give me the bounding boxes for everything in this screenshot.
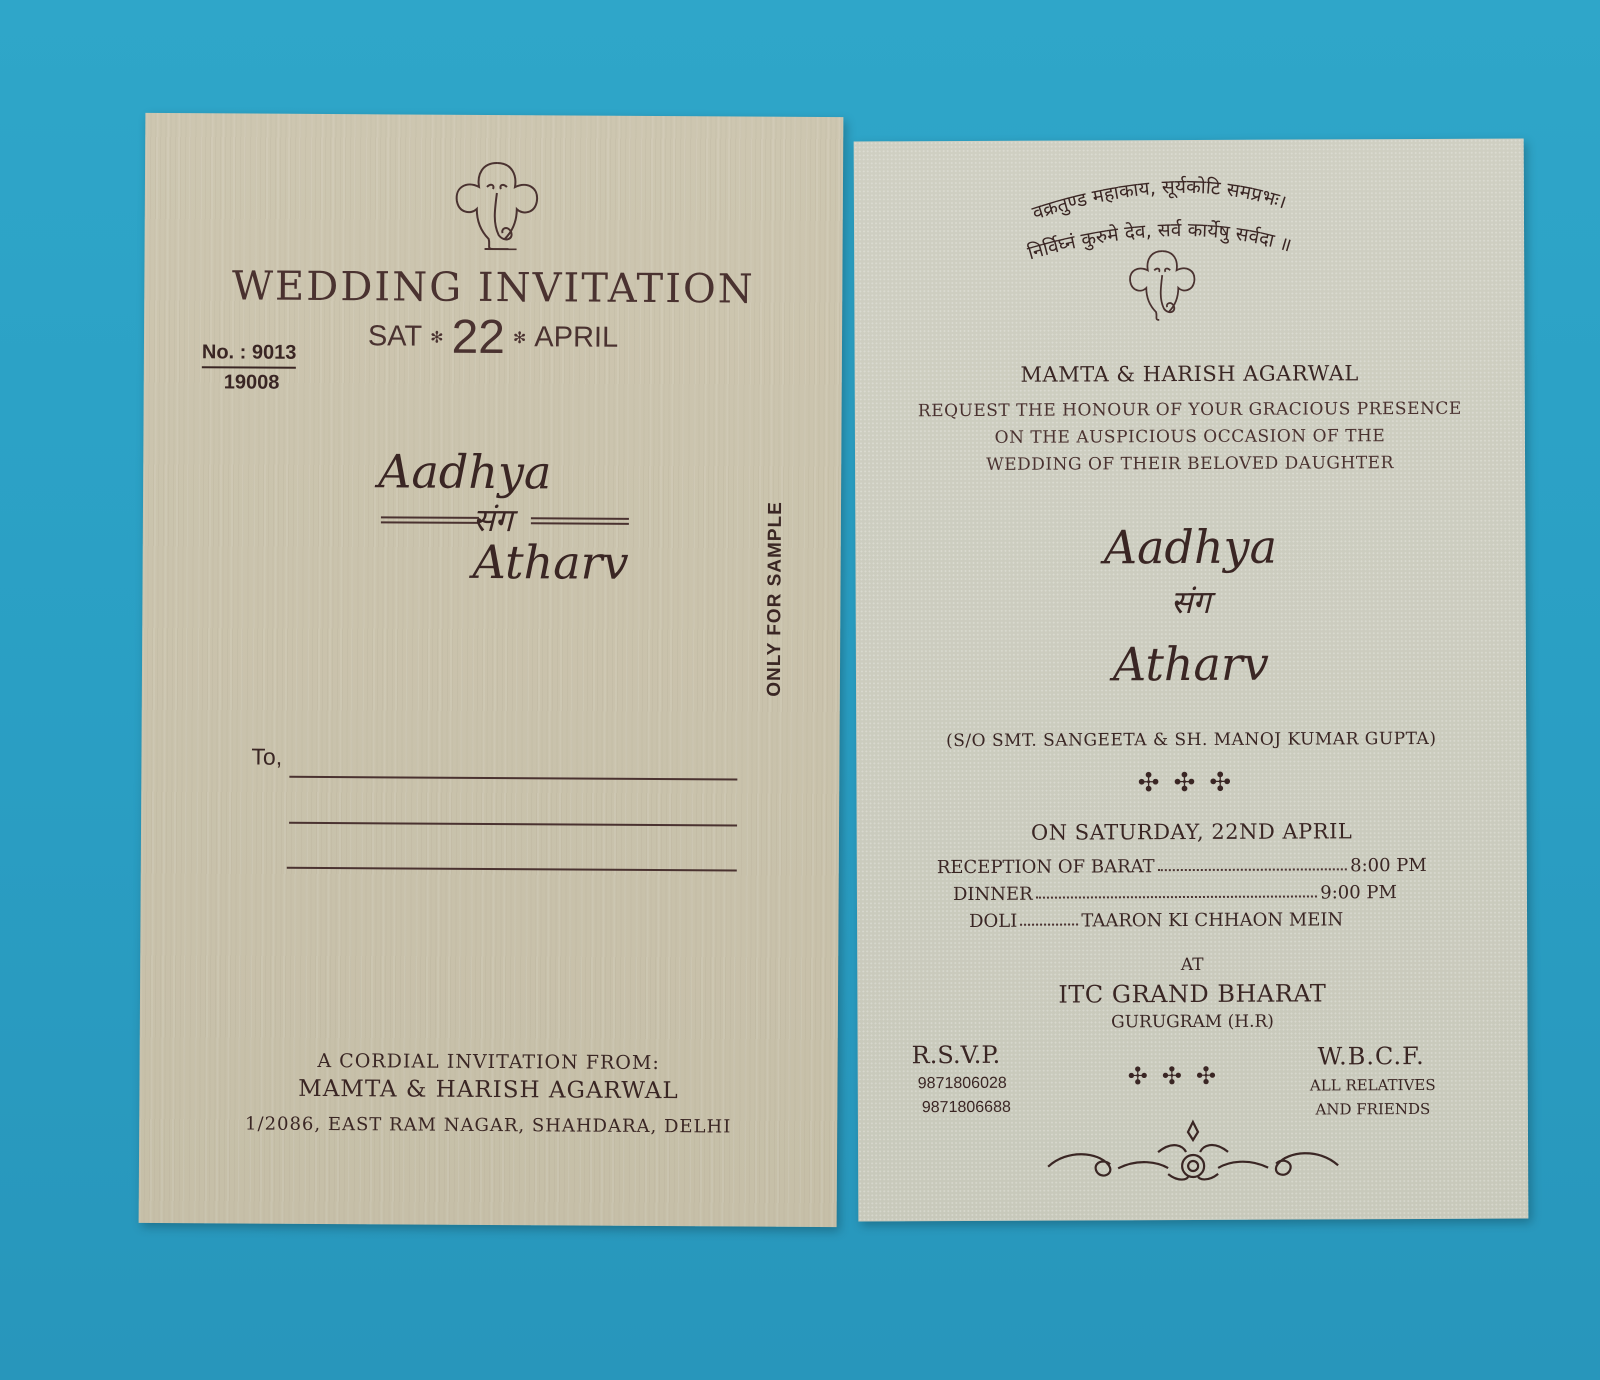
request-line-1: REQUEST THE HONOUR OF YOUR GRACIOUS PRESENCE [917,398,1462,422]
wbcf-title: W.B.C.F. [1317,1041,1425,1071]
request-text [855,396,1525,480]
wbcf-line: ALL RELATIVES [1309,1075,1436,1095]
divider-line [531,517,629,525]
from-caption: A CORDIAL INVITATION FROM: [317,1049,660,1075]
invitation-card [854,139,1529,1222]
from-address: 1/2086, EAST RAM NAGAR, SHAHDARA, DELHI [245,1113,732,1138]
wbcf-line: AND FRIENDS [1315,1099,1431,1119]
rsvp-phone: 9871806028 [917,1074,1007,1093]
schedule-row [937,855,1427,878]
sample-stamp: ONLY FOR SAMPLE [763,501,787,697]
schedule-row [969,909,1381,932]
bride-name: Aadhya [378,444,552,500]
ganesha-icon [1122,242,1202,324]
invitation-envelope-card [139,113,844,1227]
address-line [289,776,737,781]
schedule-event: DOLI [969,910,1018,932]
star-icon: ✻ [512,329,527,347]
groom-name: Atharv [472,534,629,590]
sang-text: संग [472,500,513,540]
scroll-flourish-icon [1038,1117,1348,1190]
bride-name: Aadhya [1103,519,1278,575]
schedule-time: 9:00 PM [1320,882,1397,904]
address-line [287,867,737,872]
schedule-row [953,882,1397,905]
request-line-3: WEDDING OF THEIR BELOVED DAUGHTER [986,453,1394,475]
ganesha-icon [447,153,548,254]
address-line [289,822,737,827]
sang-text: संग [1170,582,1211,622]
host-names: MAMTA & HARISH AGARWAL [1020,361,1359,387]
event-date: ON SATURDAY, 22ND APRIL [1030,819,1353,845]
groom-name: Atharv [1112,636,1270,692]
divider-line [381,516,479,524]
invitation-title: WEDDING INVITATION [231,263,755,313]
date-day: 22 [451,310,506,365]
rsvp-title: R.S.V.P. [911,1040,1001,1070]
shloka-line-2: निर्विघ्नं कुरुमे देव, सर्व कार्येषु सर्वदा ॥ [1025,218,1295,265]
at-label: AT [1180,954,1204,976]
schedule-event: DINNER [952,883,1033,906]
ornament-icon: ✣✣✣ [1137,767,1246,799]
venue-city: GURUGRAM (H.R) [1111,1011,1274,1033]
date-weekday: SAT [367,320,423,353]
from-name: MAMTA & HARISH AGARWAL [298,1075,679,1105]
schedule-time: TAARON KI CHHAON MEIN [1081,909,1344,932]
date-month: APRIL [534,321,619,354]
ornament-icon: ✣✣✣ [1127,1061,1231,1091]
star-icon: ✻ [430,329,444,347]
schedule-time: 8:00 PM [1350,854,1427,877]
schedule-event: RECEPTION OF BARAT [936,856,1155,879]
rsvp-phone: 9871806688 [921,1098,1011,1117]
groom-parents: (S/O SMT. SANGEETA & SH. MANOJ KUMAR GUPTA) [946,728,1437,752]
shloka-line-1: वक्रतुण्ड महाकाय, सूर्यकोटि समप्रभः। [1029,175,1290,225]
reference-subnumber: 19008 [223,371,280,394]
venue-name: ITC GRAND BHARAT [1058,979,1327,1009]
request-line-2: ON THE AUSPICIOUS OCCASION OF THE [994,426,1386,448]
svg-text:वक्रतुण्ड महाकाय, सूर्यकोटि सम [1030,174,1290,224]
reference-number: No. : 9013 [202,341,297,369]
to-label: To, [251,743,283,770]
